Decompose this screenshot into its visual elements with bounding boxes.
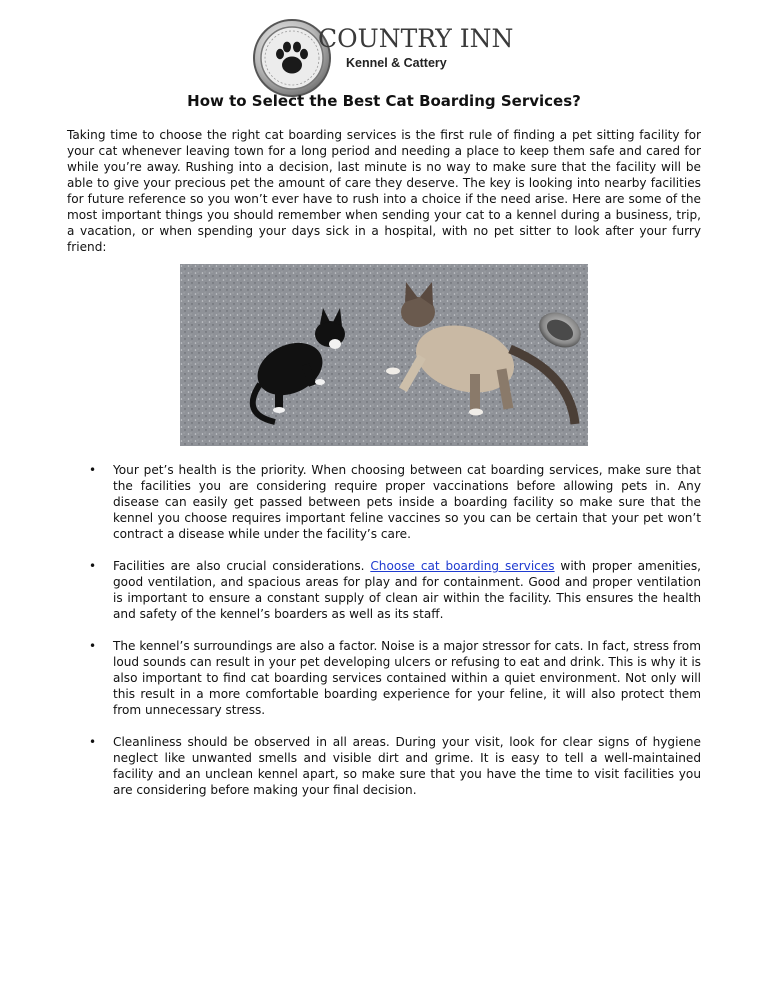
list-item [0, 638, 701, 718]
list-item [0, 734, 701, 798]
list-item-text: Cleanliness should be observed in all areas. During your visit, look for clear signs of hygiene neglect like unwanted smells and visible dirt and grime. It is easy to tell a well-maintained facility and an unclean kennel apart, so make sure that you have the time to visit facilities you are considering before making your final decision. [113, 735, 701, 797]
bullet-icon: • [89, 639, 97, 653]
list-item-text: with proper amenities, good ventilation, and spacious areas for play and for containment. Good and proper ventilation is important to ensure a constant supply of clean air within the facility. This ensures the health and safety of the kennel’s boarders as well as its staff. [113, 559, 701, 621]
logo [252, 14, 514, 102]
list-item [0, 462, 701, 542]
cats-photo-image [180, 264, 588, 446]
list-item-text: Facilities are also crucial considerations. [113, 559, 371, 573]
tips-list [0, 462, 768, 814]
bullet-icon: • [89, 463, 97, 477]
bullet-icon: • [89, 735, 97, 749]
page-title: How to Select the Best Cat Boarding Services? [187, 92, 581, 110]
choose-cat-boarding-link[interactable]: Choose cat boarding services [370, 559, 555, 573]
list-item-text: The kennel’s surroundings are also a factor. Noise is a major stressor for cats. In fact, stress from loud sounds can result in your pet developing ulcers or refusing to eat and drink. This is why it is also important to find cat boarding services contained within a quiet environment. Not only will this result in a more comfortable boarding experience for your feline, it will also protect them from unnecessary stress. [113, 639, 701, 717]
brand-subtitle: Kennel & Cattery [346, 56, 447, 70]
bullet-icon: • [89, 559, 97, 573]
intro-paragraph: Taking time to choose the right cat boarding services is the first rule of finding a pet sitting facility for your cat whenever leaving town for a long period and needing a place to keep them safe and cared for while you’re away. Rushing into a decision, last minute is no way to make sure that the facility will be able to give your precious pet the amount of care they deserve. The key is looking into nearby facilities for future reference so you won’t ever have to rush into a choice if the need arise. Here are some of the most important things you should remember when sending your cat to a kennel during a business, trip, a vacation, or when spending your days sick in a hospital, with no pet sitter to look after your furry friend: [67, 128, 701, 254]
brand-name: COUNTRY INN [318, 24, 514, 53]
list-item [0, 558, 701, 622]
list-item-text: Your pet’s health is the priority. When choosing between cat boarding services, make sure that the facilities you are considering require proper vaccinations before allowing pets in. Any disease can easily get passed between pets inside a boarding facility so make sure that the kennel you choose requires important feline vaccines so you can be certain that your pet won’t contract a disease while under the facility’s care. [113, 463, 701, 541]
cats-photo [180, 264, 588, 446]
